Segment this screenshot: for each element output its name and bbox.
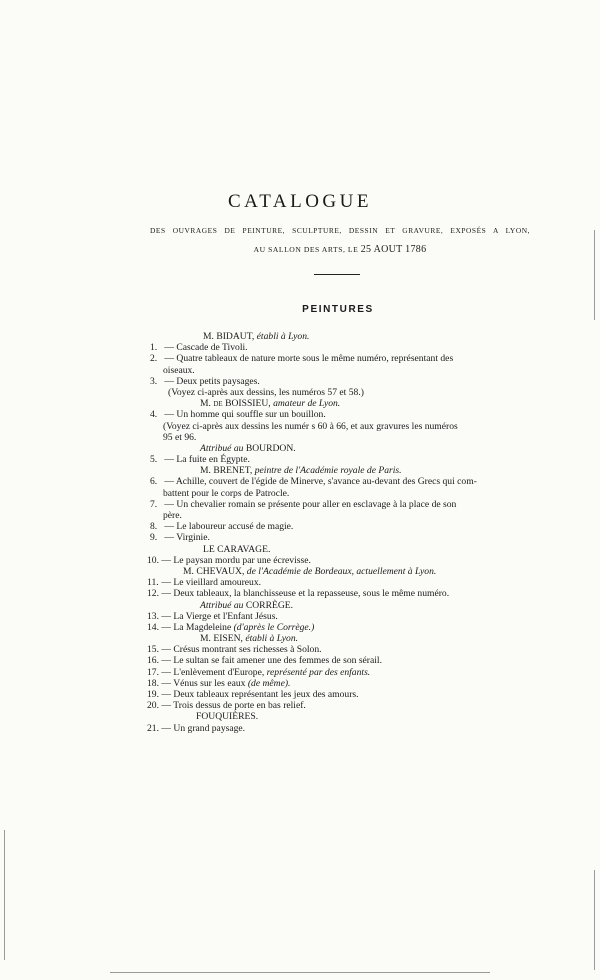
- entry-number: 8.: [150, 521, 158, 533]
- entry-text: — Cascade de Tivoli.: [164, 342, 248, 354]
- entry-text: — La fuite en Égypte.: [164, 454, 250, 466]
- catalogue-entry: [0, 499, 600, 510]
- entry-number: 14.: [147, 621, 159, 633]
- entry-text: — Le vieillard amoureux.: [161, 577, 262, 589]
- scan-edge-right-lower: [594, 870, 595, 970]
- artist-name: M. BIDAUT,: [203, 331, 255, 342]
- scan-edge-bottom: [110, 972, 490, 973]
- catalogue-entries: [0, 331, 600, 734]
- attribution: Attribué au: [200, 442, 244, 454]
- artist-heading: [0, 544, 600, 555]
- artist-role: amateur de Lyon.: [273, 398, 341, 410]
- entry-number: 11.: [147, 577, 159, 589]
- artist-heading: [0, 398, 600, 409]
- catalogue-subtitle-line2: [0, 244, 600, 255]
- subtitle-date: 25 AOUT 1786: [360, 244, 427, 255]
- entry-number: 17.: [147, 666, 159, 678]
- entry-text: — Deux tableaux représentant les jeux des amours.: [161, 689, 359, 700]
- catalogue-entry: [0, 532, 600, 543]
- entry-text: — Un grand paysage.: [161, 722, 246, 734]
- catalogue-entry: [0, 723, 600, 734]
- artist-heading: [0, 331, 600, 342]
- artist-name: CORRÈGE.: [245, 599, 294, 611]
- entry-text: — Trois dessus de porte en bas relief.: [161, 700, 306, 712]
- artist-particle: de: [213, 398, 223, 410]
- entry-number: 12.: [147, 588, 159, 600]
- catalogue-entry: [0, 555, 600, 566]
- entry-number: 19.: [147, 689, 159, 700]
- artist-heading: [0, 711, 600, 722]
- entry-number: 15.: [147, 644, 159, 656]
- catalogue-entry: [0, 622, 600, 633]
- entry-italic: représenté par des enfants.: [266, 666, 371, 678]
- title-divider: [314, 274, 360, 275]
- subtitle-venue: AU SALLON DES ARTS, LE: [253, 245, 359, 254]
- artist-heading: [0, 465, 600, 476]
- artist-prefix: M.: [200, 398, 211, 410]
- catalogue-entry: [0, 667, 600, 678]
- entry-number: 9.: [150, 532, 158, 544]
- catalogue-entry: [0, 353, 600, 364]
- artist-heading: [0, 566, 600, 577]
- entry-continuation: père.: [163, 510, 182, 521]
- artist-role: de l'Académie de Bordeaux, actuellement à Lyon.: [246, 565, 437, 577]
- entry-text: — Le sultan se fait amener une des femmes de son sérail.: [161, 655, 382, 667]
- entry-text: — Vénus sur les eaux: [161, 677, 246, 689]
- entry-number: 13.: [147, 610, 159, 622]
- catalogue-entry: [0, 454, 600, 465]
- catalogue-entry: [0, 577, 600, 588]
- entry-text: — Un homme qui souffle sur un bouillon.: [164, 409, 326, 421]
- entry-text: — Le laboureur accusé de magie.: [164, 521, 294, 533]
- artist-name: BOISSIEU,: [225, 398, 271, 410]
- catalogue-entry: [0, 611, 600, 622]
- artist-heading: [0, 633, 600, 644]
- entry-text: — La Vierge et l'Enfant Jésus.: [161, 610, 278, 622]
- catalogue-entry: [0, 409, 600, 420]
- entry-number: 20.: [147, 700, 159, 712]
- artist-role: peintre de l'Académie royale de Paris.: [254, 465, 402, 477]
- scan-edge-right: [594, 230, 595, 320]
- entry-continuation: oiseaux.: [163, 364, 195, 376]
- entry-text: — Achille, couvert de l'égide de Minerve, s'avance au-devant des Grecs qui com-: [164, 476, 477, 488]
- entry-text: — Virginie.: [164, 532, 210, 544]
- catalogue-entry: [0, 476, 600, 487]
- artist-role: établi à Lyon.: [245, 633, 299, 645]
- entry-number: 10.: [147, 554, 159, 566]
- catalogue-entry: [0, 342, 600, 353]
- entry-note-continuation: 95 et 96.: [163, 431, 197, 443]
- entry-number: 4.: [150, 409, 158, 421]
- entry-text: — Un chevalier romain se présente pour aller en esclavage à la place de son: [164, 498, 457, 510]
- scan-edge-left: [4, 830, 5, 960]
- entry-number: 7.: [150, 498, 158, 510]
- artist-name: LE CARAVAGE.: [203, 543, 271, 555]
- entry-note: (Voyez ci-après aux dessins, les numéros 57 et 58.): [168, 386, 364, 398]
- catalogue-entry: [0, 521, 600, 532]
- artist-name: M. EISEN,: [200, 633, 243, 645]
- entry-italic: (d'après le Corrège.): [233, 621, 315, 633]
- catalogue-subtitle-line1: DES OUVRAGES DE PEINTURE, SCULPTURE, DESSIN ET GRAVURE, EXPOSÉS A LYON,: [150, 226, 530, 235]
- catalogue-entry: [0, 588, 600, 599]
- entry-number: 5.: [150, 454, 158, 466]
- entry-text: — L'enlèvement d'Europe,: [161, 666, 265, 678]
- catalogue-entry: [0, 689, 600, 700]
- catalogue-entry: [0, 644, 600, 655]
- entry-continuation: battent pour le corps de Patrocle.: [163, 487, 290, 499]
- artist-name: FOUQUIÈRES.: [196, 711, 259, 723]
- catalogue-entry: [0, 655, 600, 666]
- artist-role: établi à Lyon.: [256, 331, 310, 342]
- entry-text: — Le paysan mordu par une écrevisse.: [161, 554, 311, 566]
- artist-name: M. CHEVAUX,: [183, 565, 245, 577]
- catalogue-entry: [0, 700, 600, 711]
- entry-text: — Deux petits paysages.: [164, 375, 260, 387]
- artist-name: BOURDON.: [245, 442, 296, 454]
- artist-heading: [0, 600, 600, 611]
- entry-number: 18.: [147, 677, 159, 689]
- entry-italic: (de même).: [247, 677, 291, 689]
- entry-number: 1.: [150, 342, 158, 354]
- entry-text: — Quatre tableaux de nature morte sous le même numéro, représentant des: [164, 353, 454, 365]
- entry-number: 21.: [147, 722, 159, 734]
- entry-text: — Crésus montrant ses richesses à Solon.: [161, 644, 322, 656]
- entry-number: 6.: [150, 476, 158, 488]
- attribution: Attribué au: [200, 599, 244, 611]
- section-title: PEINTURES: [302, 304, 374, 315]
- artist-heading: [0, 443, 600, 454]
- catalogue-entry: [0, 678, 600, 689]
- entry-text: — Deux tableaux, la blanchisseuse et la repasseuse, sous le même numéro.: [161, 588, 450, 600]
- entry-number: 16.: [147, 655, 159, 667]
- entry-text: — La Magdeleine: [161, 621, 232, 633]
- catalogue-title: CATALOGUE: [228, 191, 372, 212]
- entry-note: (Voyez ci-après aux dessins les numér s 60 à 66, et aux gravures les numéros: [163, 420, 458, 432]
- catalogue-entry: [0, 376, 600, 387]
- artist-name: M. BRENET,: [200, 465, 253, 477]
- entry-number: 2.: [150, 353, 158, 365]
- entry-number: 3.: [150, 375, 158, 387]
